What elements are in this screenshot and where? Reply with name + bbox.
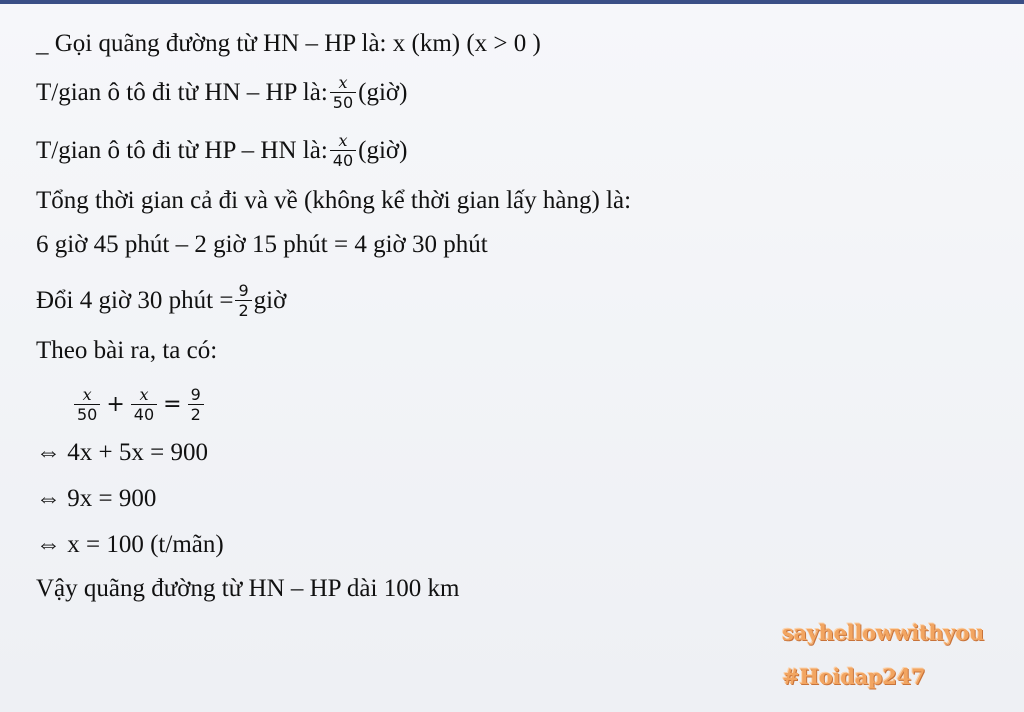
equals-sign: =	[163, 392, 182, 417]
text: Tổng thời gian cả đi và về (không kể thời gian lấy hàng) là:	[36, 187, 632, 214]
text-prefix: Đổi 4 giờ 30 phút =	[36, 287, 234, 314]
text-prefix: T/gian ô tô đi từ HN – HP là:	[36, 79, 328, 106]
text: ⇔ 4x + 5x = 900	[36, 439, 208, 466]
plus-sign: +	[106, 392, 125, 417]
line-total-time	[36, 186, 631, 216]
line-convert	[36, 282, 286, 320]
text: ⇔ 9x = 900	[36, 485, 157, 512]
text-prefix: T/gian ô tô đi từ HP – HN là:	[36, 137, 328, 164]
line-step-2	[36, 484, 156, 514]
denominator: 40	[330, 150, 356, 170]
text: Theo bài ra, ta có:	[36, 337, 218, 364]
text: 6 giờ 45 phút – 2 giờ 15 phút = 4 giờ 30 phút	[36, 231, 488, 258]
fraction-x-over-40	[131, 386, 157, 424]
denominator: 50	[330, 92, 356, 112]
line-conclusion	[36, 574, 459, 604]
watermark-hashtag: #Hoidap247	[782, 664, 926, 689]
watermark-username: sayhellowwithyou	[782, 620, 985, 645]
numerator: x	[338, 131, 348, 150]
line-equation	[72, 386, 206, 424]
fraction-x-over-40	[330, 132, 356, 170]
denominator: 40	[131, 404, 157, 424]
numerator: x	[139, 385, 149, 404]
numerator: 9	[190, 385, 201, 404]
line-time-hp-hn	[36, 132, 407, 170]
fraction-x-over-50	[330, 74, 356, 112]
text-suffix: (giờ)	[358, 137, 408, 164]
text-suffix: (giờ)	[358, 79, 408, 106]
document-page	[0, 4, 1024, 712]
line-time-hn-hp	[36, 74, 407, 112]
denominator: 2	[235, 300, 251, 320]
line-step-1	[36, 438, 208, 468]
text: _ Gọi quãng đường từ HN – HP là: x (km) (x > 0 )	[36, 30, 541, 57]
numerator: 9	[238, 281, 249, 300]
line-time-calc	[36, 230, 488, 260]
numerator: x	[82, 385, 92, 404]
line-step-3	[36, 530, 224, 560]
text: ⇔ x = 100 (t/mãn)	[36, 531, 224, 558]
fraction-9-over-2	[188, 386, 204, 424]
denominator: 50	[74, 404, 100, 424]
line-according	[36, 336, 217, 366]
fraction-9-over-2	[235, 282, 251, 320]
line-define-distance	[36, 29, 541, 59]
text: Vậy quãng đường từ HN – HP dài 100 km	[36, 575, 460, 602]
text-suffix: giờ	[253, 287, 287, 314]
fraction-x-over-50	[74, 386, 100, 424]
numerator: x	[338, 73, 348, 92]
denominator: 2	[188, 404, 204, 424]
